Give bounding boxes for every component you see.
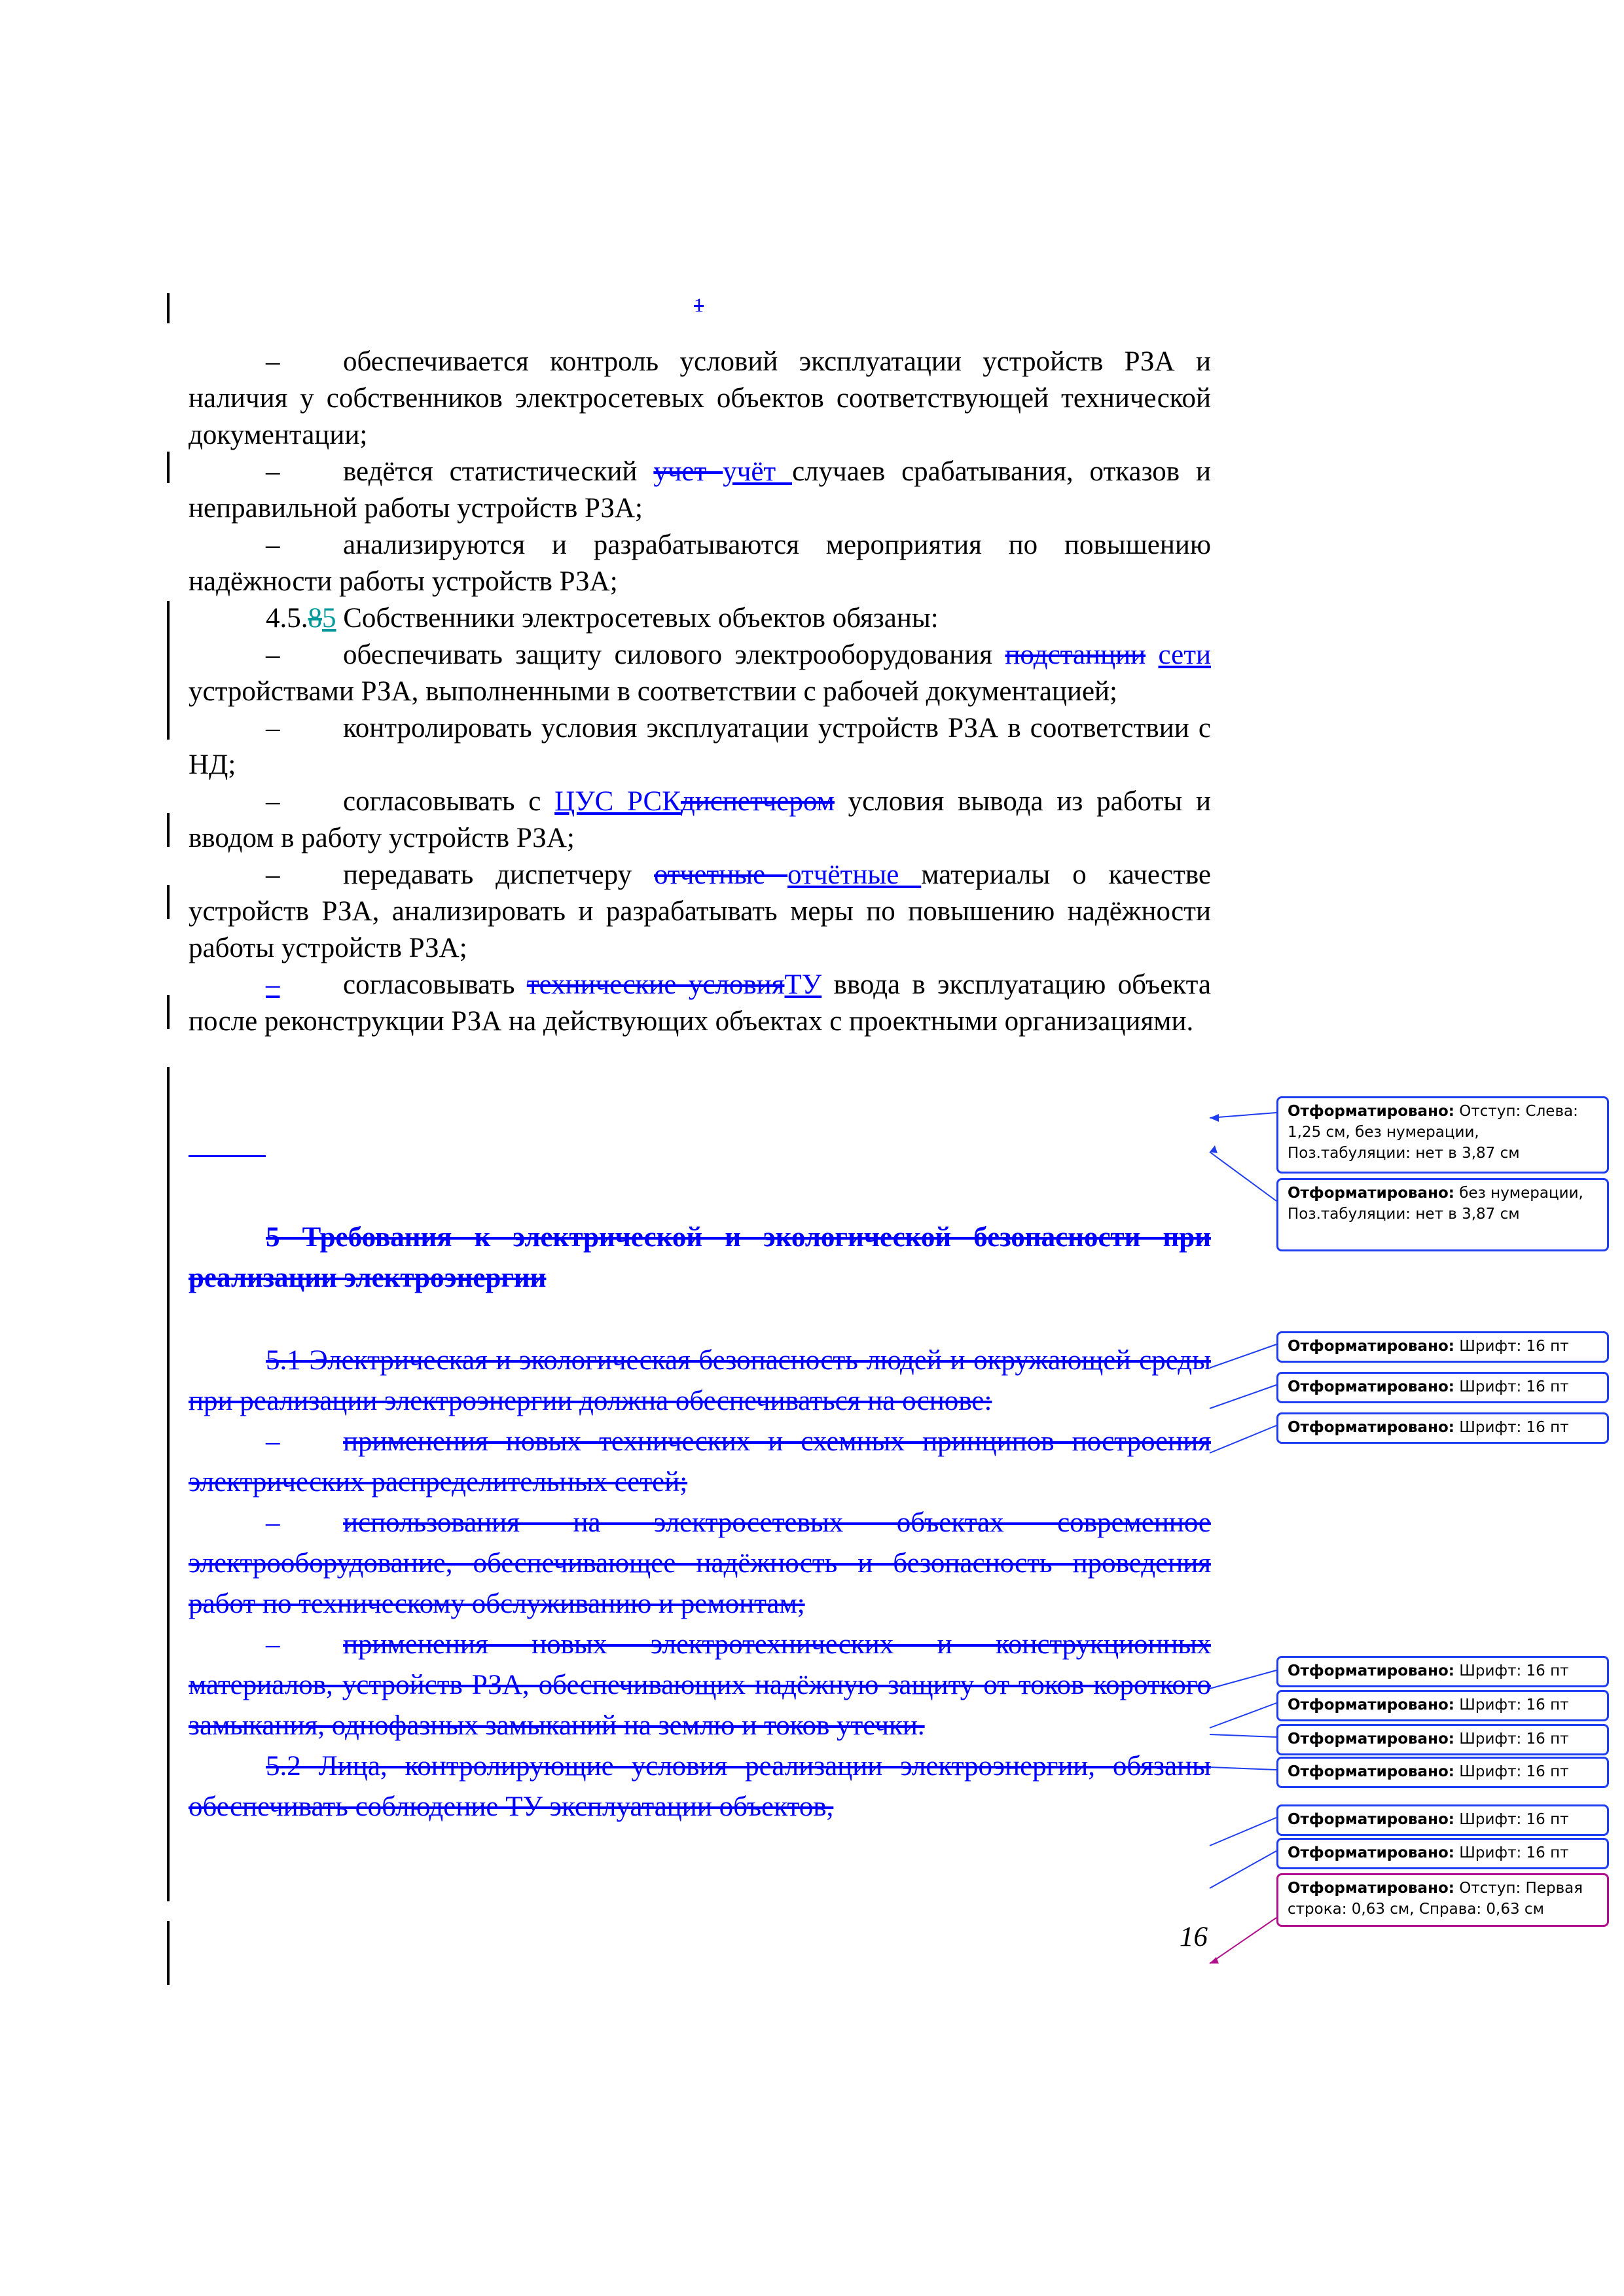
- comment-balloon[interactable]: Отформатировано: Шрифт: 16 пт: [1276, 1412, 1609, 1444]
- header-mark: 1: [694, 295, 704, 316]
- comment-balloon[interactable]: Отформатировано: Шрифт: 16 пт: [1276, 1331, 1609, 1363]
- paragraph: – использования на электросетевых объектах современное электрооборудование, обеспечивающее надёжность и безопасность проведения работ по техническому обслуживанию и ремонтам;: [189, 1507, 1211, 1619]
- comment-balloon[interactable]: Отформатировано: Шрифт: 16 пт: [1276, 1690, 1609, 1721]
- tracked-insertion: сети: [1158, 639, 1212, 670]
- tracked-insertion: 5: [322, 603, 336, 634]
- paragraph: – анализируются и разрабатываются мероприятия по повышению надёжности работы устройств РЗА;: [189, 529, 1211, 597]
- tracked-deletion: 8: [308, 603, 322, 634]
- tracked-insertion: отчётные: [787, 859, 922, 890]
- page-number: 16: [1180, 1922, 1208, 1952]
- paragraph: – применения новых технических и схемных принципов построения электрических распределительных сетей;: [189, 1426, 1211, 1498]
- comment-balloon[interactable]: Отформатировано: Шрифт: 16 пт: [1276, 1804, 1609, 1836]
- comment-balloon[interactable]: Отформатировано: Шрифт: 16 пт: [1276, 1757, 1609, 1788]
- section-heading: 5 Требования к электрической и экологической безопасности при реализации электроэнергии: [189, 1222, 1211, 1293]
- comment-balloon[interactable]: Отформатировано: Отступ: Первая строка: 0,63 см, Справа: 0,63 см: [1276, 1873, 1609, 1927]
- paragraph: – обеспечивается контроль условий эксплуатации устройств РЗА и наличия у собственников электросетевых объектов соответствующей технической документации;: [189, 346, 1211, 450]
- comment-balloon[interactable]: Отформатировано: без нумерации, Поз.табуляции: нет в 3,87 см: [1276, 1178, 1609, 1251]
- tracked-deletion: учет: [653, 456, 723, 487]
- paragraph: – ведётся статистический учет учёт случаев срабатывания, отказов и неправильной работы устройств РЗА;: [189, 456, 1211, 524]
- tracked-deletion: диспетчером: [680, 786, 835, 817]
- tracked-deletion: подстанции: [1005, 639, 1146, 670]
- tracked-deletion: отчетные: [654, 859, 788, 890]
- comment-balloon[interactable]: Отформатировано: Отступ: Слева: 1,25 см, без нумерации, Поз.табуляции: нет в 3,87 см: [1276, 1096, 1609, 1174]
- comment-balloon[interactable]: Отформатировано: Шрифт: 16 пт: [1276, 1656, 1609, 1687]
- paragraph: – согласовывать технические условияТУ ввода в эксплуатацию объекта после реконструкции РЗА на действующих объектах с проектными организациями.: [189, 969, 1212, 1037]
- tracked-insertion: ТУ: [784, 969, 822, 1000]
- comment-balloon[interactable]: Отформатировано: Шрифт: 16 пт: [1276, 1372, 1609, 1403]
- comment-balloon[interactable]: Отформатировано: Шрифт: 16 пт: [1276, 1838, 1609, 1869]
- paragraph: – контролировать условия эксплуатации устройств РЗА в соответствии с НД;: [189, 713, 1211, 780]
- paragraph: 5.1 Электрическая и экологическая безопасность людей и окружающей среды при реализации электроэнергии должна обеспечиваться на основе:: [189, 1345, 1211, 1416]
- paragraph: 5.2 Лица, контролирующие условия реализации электроэнергии, обязаны обеспечивать соблюдение ТУ эксплуатации объектов,: [189, 1751, 1211, 1822]
- tracked-insertion: ЦУС РСК: [554, 786, 681, 817]
- comment-balloon[interactable]: Отформатировано: Шрифт: 16 пт: [1276, 1724, 1609, 1755]
- paragraph: – применения новых электротехнических и конструкционных материалов, устройств РЗА, обеспечивающих надёжную защиту от токов короткого замыкания, однофазных замыканий на землю и токов утечки.: [189, 1629, 1211, 1741]
- tracked-deletion: технические условия: [526, 969, 785, 1000]
- tracked-insertion: учёт: [723, 456, 793, 487]
- paragraph: – передавать диспетчеру отчетные отчётные материалы о качестве устройств РЗА, анализировать и разрабатывать меры по повышению надёжности работы устройств РЗА;: [189, 859, 1211, 963]
- paragraph: – согласовывать с ЦУС РСКдиспетчером условия вывода из работы и вводом в работу устройств РЗА;: [189, 786, 1211, 853]
- paragraph: 4.5.85 Собственники электросетевых объектов обязаны:: [266, 603, 939, 634]
- paragraph: – обеспечивать защиту силового электрооборудования подстанции сети устройствами РЗА, выполненными в соответствии с рабочей документацией;: [189, 639, 1212, 707]
